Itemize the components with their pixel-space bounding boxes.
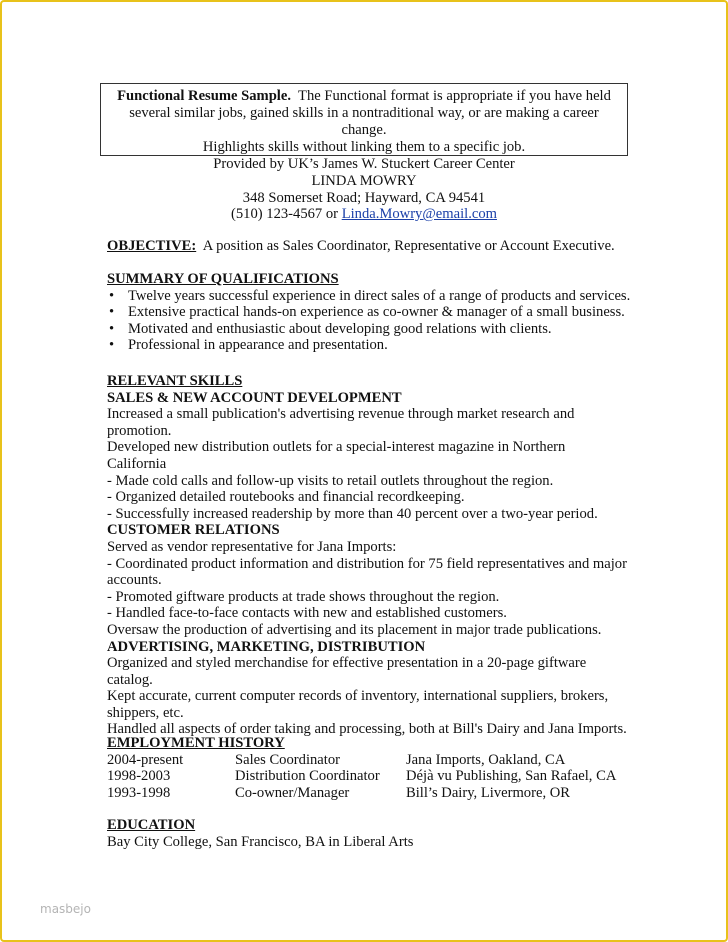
skill-line: Served as vendor representative for Jana Imports: <box>107 538 397 555</box>
skill-line: Organized and styled merchandise for effective presentation in a 20-page giftware <box>107 655 587 672</box>
skill-line: accounts. <box>107 572 162 589</box>
summary-item: • Motivated and enthusiastic about developing good relations with clients. <box>107 321 630 338</box>
skills-heading: RELEVANT SKILLS <box>107 373 243 389</box>
applicant-name: LINDA MOWRY <box>311 173 417 189</box>
notice-line-3: Highlights skills without linking them to a specific job. <box>202 139 526 155</box>
skill-line: Increased a small publication's advertising revenue through market research and <box>107 406 575 423</box>
employment-section <box>107 735 616 801</box>
summary-heading: SUMMARY OF QUALIFICATIONS <box>107 271 339 287</box>
summary-item: • Twelve years successful experience in direct sales of a range of products and services. <box>107 288 630 305</box>
employment-dates: 1998-2003 <box>107 768 171 785</box>
summary-section <box>107 271 630 354</box>
employment-dates: 2004-present <box>107 751 184 768</box>
employment-row <box>107 785 616 802</box>
applicant-phone: (510) 123-4567 or <box>231 206 339 222</box>
notice-line-1 <box>107 88 621 105</box>
skill-line: - Successfully increased readership by more than 40 percent over a two-year period. <box>107 505 598 522</box>
skill-line: - Handled face-to-face contacts with new and established customers. <box>107 605 507 622</box>
notice-line-2: several similar jobs, gained skills in a nontraditional way, or are making a career change. <box>129 105 599 138</box>
sales-subheading: SALES & NEW ACCOUNT DEVELOPMENT <box>107 389 402 406</box>
employment-row <box>107 752 616 769</box>
employment-employer: Bill’s Dairy, Livermore, OR <box>406 784 571 801</box>
skill-line: Oversaw the production of advertising and its placement in major trade publications. <box>107 621 602 638</box>
applicant-email-link[interactable]: Linda.Mowry@email.com <box>341 206 497 222</box>
advertising-subheading: ADVERTISING, MARKETING, DISTRIBUTION <box>107 638 426 655</box>
education-section <box>107 817 413 850</box>
customer-relations-subheading: CUSTOMER RELATIONS <box>107 522 280 539</box>
employment-employer: Déjà vu Publishing, San Rafael, CA <box>406 768 617 785</box>
employment-title: Co-owner/Manager <box>235 784 350 801</box>
skill-line: shippers, etc. <box>107 704 184 721</box>
notice-title: Functional Resume Sample. <box>117 88 291 104</box>
employment-employer: Jana Imports, Oakland, CA <box>406 751 566 768</box>
skill-line: - Coordinated product information and distribution for 75 field representatives and major <box>107 555 627 572</box>
summary-list <box>107 288 630 354</box>
employment-row <box>107 768 616 785</box>
notice-line-4: Provided by UK’s James W. Stuckert Career Center <box>213 156 515 172</box>
applicant-contact <box>0 206 728 223</box>
skill-line: promotion. <box>107 422 172 439</box>
skill-line: catalog. <box>107 671 153 688</box>
skills-section <box>107 373 627 738</box>
objective-section <box>107 238 615 255</box>
employment-dates: 1993-1998 <box>107 784 171 801</box>
summary-item: • Professional in appearance and presentation. <box>107 337 630 354</box>
skill-line: - Made cold calls and follow-up visits to retail outlets throughout the region. <box>107 472 554 489</box>
education-text: Bay City College, San Francisco, BA in Liberal Arts <box>107 833 414 850</box>
skill-line: Handled all aspects of order taking and processing, both at Bill's Dairy and Jana Imports. <box>107 721 627 738</box>
employment-title: Distribution Coordinator <box>235 768 380 785</box>
skill-line: Developed new distribution outlets for a special-interest magazine in Northern California <box>107 439 566 472</box>
notice-line-1-text: The Functional format is appropriate if you have held <box>298 88 611 104</box>
education-heading: EDUCATION <box>107 817 196 833</box>
skill-line: Kept accurate, current computer records of inventory, international suppliers, brokers, <box>107 688 609 705</box>
watermark-logo: masbejo <box>40 902 91 916</box>
skill-line: - Promoted giftware products at trade shows throughout the region. <box>107 588 500 605</box>
applicant-address: 348 Somerset Road; Hayward, CA 94541 <box>242 190 486 206</box>
employment-title: Sales Coordinator <box>235 751 340 768</box>
objective-text: A position as Sales Coordinator, Representative or Account Executive. <box>202 238 615 254</box>
skill-line: - Organized detailed routebooks and financial recordkeeping. <box>107 489 465 506</box>
notice-box <box>100 83 628 172</box>
summary-item: • Extensive practical hands-on experience as co-owner & manager of a small business. <box>107 304 630 321</box>
employment-heading: EMPLOYMENT HISTORY <box>107 735 285 751</box>
objective-heading: OBJECTIVE: <box>107 238 197 254</box>
